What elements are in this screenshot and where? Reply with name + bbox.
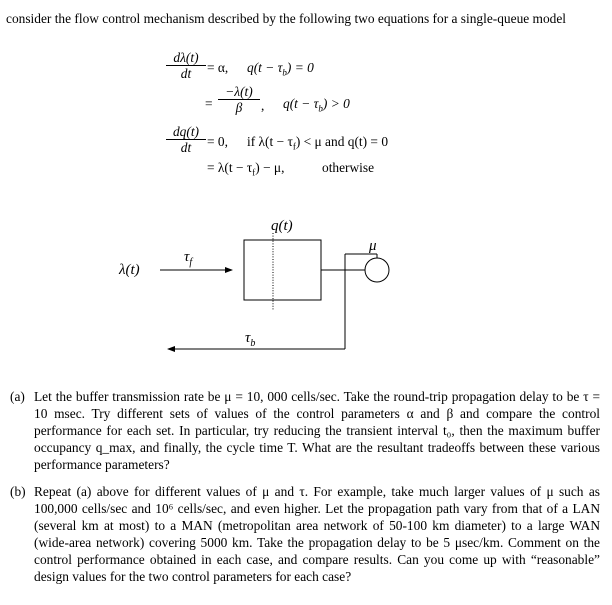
forward-delay-label: $\tau_f$: [184, 249, 193, 268]
server-circle: [365, 258, 389, 282]
part-a-label: (a): [10, 389, 25, 404]
queue-buffer-box: [244, 240, 321, 300]
queue-length-label: q(t): [271, 218, 293, 234]
eq-line3-condition: if $\lambda(t - \tau_f) < \mu$ and q(t) = 0: [247, 134, 389, 152]
service-rate-label: μ: [369, 238, 377, 254]
part-b-label: (b): [10, 484, 26, 499]
eq-line2-condition: $q(t - \tau_b) > 0$: [283, 96, 350, 114]
eq-line1-condition: $q(t - \tau_b) = 0$: [247, 60, 314, 78]
eq-line4-condition: otherwise: [322, 160, 375, 175]
dq-denominator: dt: [180, 140, 192, 155]
backward-delay-label: $\tau_b$: [245, 330, 256, 349]
part-b: [10, 483, 600, 585]
intro-text: consider the flow control mechanism described by the following two equations for a single-queue model: [6, 11, 567, 26]
part-a-text: Let the buffer transmission rate be μ = 10, 000 cells/sec. Take the round-trip propagation delay to be τ = 10 msec. Try different sets of values of the control parameters α and β and compare the control performance for each set. In particular, try reducing the transient interval t₀, then the maximum buffer occupancy q_max, and finally, the cycle time T. What are the resultant tradeoffs between these various performance parameters?: [34, 389, 600, 472]
eq-line2-equals: =: [205, 96, 213, 111]
part-a: [10, 388, 600, 473]
lambda-over-beta-numerator: −λ(t): [218, 84, 260, 100]
eq-line2-comma: ,: [261, 98, 265, 113]
lambda-over-beta-denominator: β: [235, 100, 243, 115]
arrival-rate-label: λ(t): [119, 262, 140, 278]
eq-line3-value: = 0,: [207, 134, 228, 149]
eq-line4-value: = $\lambda(t - \tau_f) - \mu$,: [207, 160, 285, 178]
part-b-text: Repeat (a) above for different values of μ and τ. For example, take much larger values of μ such as 100,000 cells/sec and 10⁶ cells/sec, and even higher. Let the propagation path vary from that of a LAN (several km at most) to a MAN (metropolitan area network of 50-100 km diameter) to a large WAN (wide-area network) covering 5000 km. Take the propagation delay to be 5 μsec/km. Comment on the control performance obtained in each case, and compare results. Can you come up with “reasonable” design values for the two control parameters for each case?: [34, 484, 600, 584]
eq-line1-value: = α,: [207, 60, 229, 75]
dlambda-denominator: dt: [180, 66, 192, 81]
dlambda-numerator: dλ(t): [166, 50, 206, 66]
dq-numerator: dq(t): [166, 124, 206, 140]
